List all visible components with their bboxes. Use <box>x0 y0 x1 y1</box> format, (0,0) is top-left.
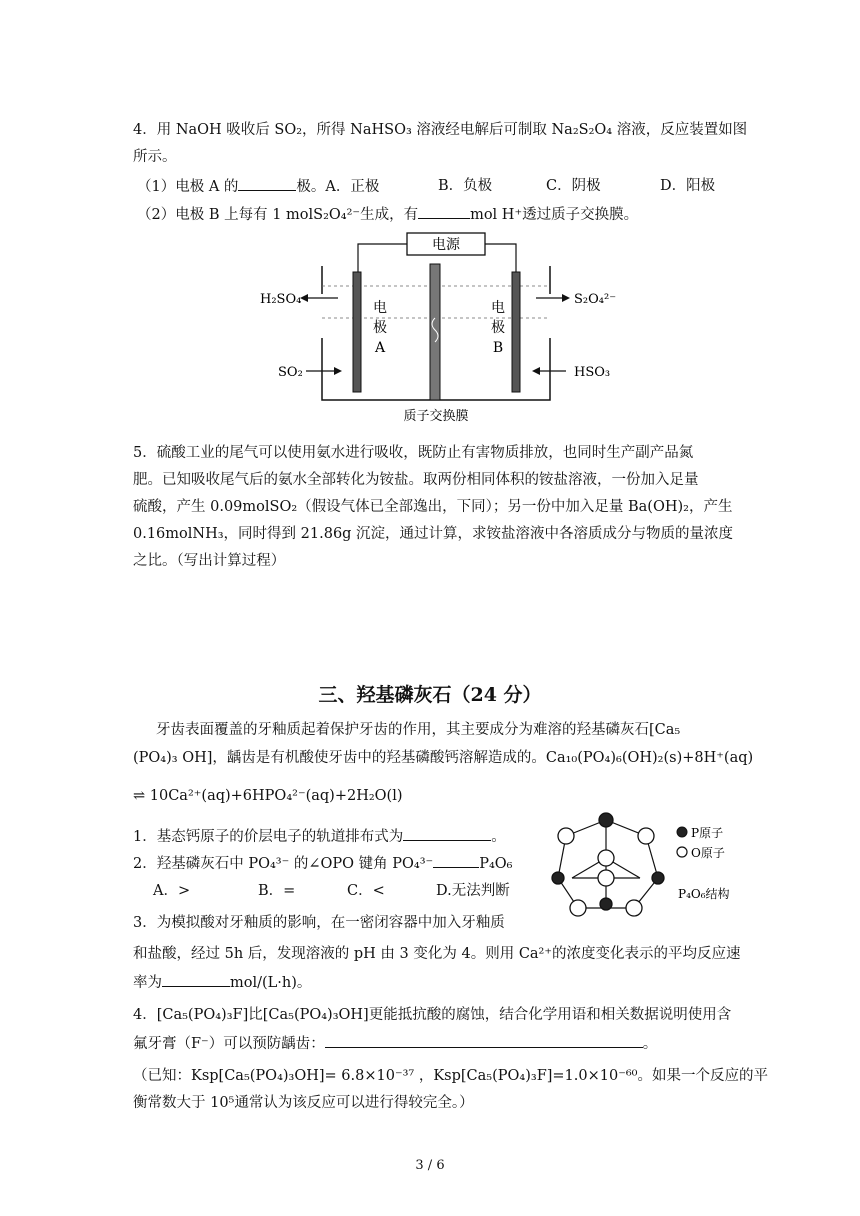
structure-caption: P₄O₆结构 <box>678 887 730 901</box>
answer-blank[interactable] <box>403 826 491 841</box>
q4-part1-text: （1）电极 A 的 <box>137 179 239 195</box>
s3-q1-text: 1．基态钙原子的价层电子的轨道排布式为 <box>133 829 404 845</box>
electrolysis-diagram <box>260 228 630 428</box>
s2o4-label: S₂O₄²⁻ <box>574 292 617 307</box>
membrane-caption: 质子交换膜 <box>403 409 469 424</box>
s3-q3-answer <box>133 972 311 993</box>
q5-line: 之比。（写出计算过程） <box>133 553 286 569</box>
electrode-a-label-2: 极 <box>373 320 387 336</box>
equilibrium-equation: ⇌ 10Ca²⁺(aq)+6HPO₄²⁻(aq)+2H₂O(l) <box>133 788 403 804</box>
q4-part2 <box>137 204 638 225</box>
s3-q4-tail: 。 <box>642 1036 658 1052</box>
electrode-b-label-2: 极 <box>491 320 505 336</box>
s3-q3-unit: mol/(L·h)。 <box>230 975 312 991</box>
s3-q2 <box>133 853 512 874</box>
h2so4-label: H₂SO₄ <box>260 292 302 307</box>
electrode-b <box>512 272 520 392</box>
q4-option-c: C．阴极 <box>546 178 601 194</box>
intro-line: (PO₄)₃ OH]，龋齿是有机酸使牙齿中的羟基磷酸钙溶解造成的。Ca₁₀(PO₄)₆(OH)₂(s)+8H⁺(aq) <box>133 750 754 766</box>
s3-q4-line1: 4．[Ca₅(PO₄)₃F]比[Ca₅(PO₄)₃OH]更能抵抗酸的腐蚀，结合化学用语和相关数据说明使用含 <box>133 1007 732 1023</box>
so2-label: SO₂ <box>278 365 303 380</box>
electrode-b-label-3: B <box>492 340 504 356</box>
s3-q1 <box>133 826 506 847</box>
q4-part2-tail: mol H⁺透过质子交换膜。 <box>470 207 639 223</box>
answer-blank[interactable] <box>418 204 470 219</box>
q4-option-b: B．负极 <box>438 178 493 194</box>
q4-line2: 所示。 <box>133 149 177 165</box>
electrode-a-label-3: A <box>374 340 386 356</box>
answer-blank[interactable] <box>238 176 296 191</box>
s3-q2-tail: P₄O₆ <box>479 856 513 872</box>
q5-line: 肥。已知吸收尾气后的氨水全部转化为铵盐。取两份相同体积的铵盐溶液，一份加入足量 <box>133 472 699 488</box>
s3-note-line1: （已知：Ksp[Ca₅(PO₄)₃OH]= 6.8×10⁻³⁷ ，Ksp[Ca₅(PO₄)₃F]=1.0×10⁻⁶⁰。如果一个反应的平 <box>133 1068 768 1084</box>
s3-q2-text: 2．羟基磷灰石中 PO₄³⁻ 的∠OPO 键角 PO₄³⁻ <box>133 856 434 872</box>
legend-p: P原子 <box>691 826 724 840</box>
page-number: 3 / 6 <box>415 1158 445 1173</box>
s3-q2-option-b: B．= <box>258 883 296 899</box>
section-title: 三、羟基磷灰石（24 分） <box>318 684 542 706</box>
q4-line1: 4．用 NaOH 吸收后 SO₂，所得 NaHSO₃ 溶液经电解后可制取 Na₂S₂O₄ 溶液，反应装置如图 <box>133 122 748 138</box>
q5-line: 5．硫酸工业的尾气可以使用氨水进行吸收，既防止有害物质排放，也同时生产副产品氮 <box>133 445 694 461</box>
s3-q2-option-a: A．> <box>153 883 191 899</box>
s3-q2-option-d: D.无法判断 <box>436 883 510 899</box>
s3-q2-option-c: C．< <box>347 883 385 899</box>
answer-blank[interactable] <box>325 1033 643 1048</box>
p4o6-structure <box>550 808 750 920</box>
answer-blank[interactable] <box>433 853 479 868</box>
s3-q4-text: 氟牙膏（F⁻）可以预防龋齿： <box>133 1036 325 1052</box>
q4-option-d: D．阳极 <box>660 178 716 194</box>
q5-line: 0.16molNH₃，同时得到 21.86g 沉淀，通过计算，求铵盐溶液中各溶质成分与物质的量浓度 <box>133 526 734 542</box>
s3-q1-tail: 。 <box>491 829 506 845</box>
intro-line: 牙齿表面覆盖的牙釉质起着保护牙齿的作用，其主要成分为难溶的羟基磷灰石[Ca₅ <box>156 722 681 738</box>
answer-blank[interactable] <box>162 972 230 987</box>
proton-membrane <box>430 264 440 400</box>
legend-o: O原子 <box>691 846 725 860</box>
electrode-a-label-1: 电 <box>373 300 387 316</box>
s3-note-line2: 衡常数大于 10⁵通常认为该反应可以进行得较完全。） <box>133 1095 474 1111</box>
q4-part2-text: （2）电极 B 上每有 1 molS₂O₄²⁻生成，有 <box>137 207 419 223</box>
q5-line: 硫酸，产生 0.09molSO₂（假设气体已全部逸出，下同）；另一份中加入足量 Ba(OH)₂，产生 <box>133 499 733 515</box>
q4-part1-option-a: 极。A．正极 <box>296 179 380 195</box>
s3-q3-line: 3．为模拟酸对牙釉质的影响，在一密闭容器中加入牙釉质 <box>133 915 505 931</box>
electrode-b-label-1: 电 <box>491 300 505 316</box>
electrode-a <box>353 272 361 392</box>
s3-q4-line2 <box>133 1033 657 1054</box>
power-label: 电源 <box>432 237 460 253</box>
s3-q3-line: 和盐酸，经过 5h 后，发现溶液的 pH 由 3 变化为 4。则用 Ca²⁺的浓度变化表示的平均反应速 <box>133 946 741 962</box>
hso3-label: HSO₃ <box>574 365 611 380</box>
s3-q3-text: 率为 <box>133 975 162 991</box>
q4-part1 <box>137 176 379 197</box>
